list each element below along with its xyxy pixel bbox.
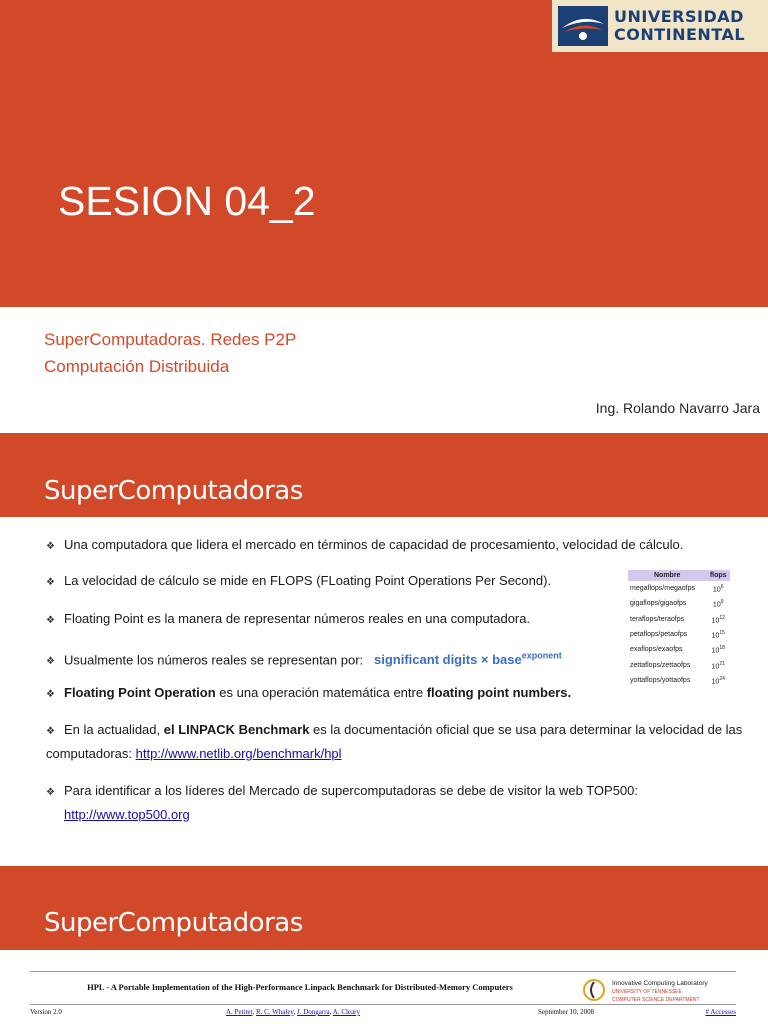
hpl-accesses-link[interactable]: # Accesses bbox=[705, 1008, 736, 1016]
hpl-divider-bottom bbox=[30, 1004, 736, 1005]
bullet-5-bold-b: floating point numbers. bbox=[426, 685, 572, 700]
table-row bbox=[628, 658, 730, 673]
flops-unit-name: megaflops/megaofps bbox=[630, 585, 695, 593]
float-formula-main: significant digits × base bbox=[374, 652, 522, 668]
flops-table-header-flops: flops bbox=[706, 570, 730, 581]
bullet-6-text-b: es la documentación oficial que se usa para determinar la velocidad de las computadoras: bbox=[46, 722, 743, 761]
bullet-4-text: Usualmente los números reales se representan por: bbox=[64, 652, 364, 668]
flops-unit-power: $10^{12}$ bbox=[711, 614, 725, 624]
flops-unit-name: petaflops/petaofps bbox=[630, 631, 688, 639]
flops-table bbox=[628, 570, 730, 688]
diamond-bullet-icon: ❖ bbox=[46, 726, 55, 737]
hpl-divider-top bbox=[30, 971, 736, 972]
bullet-1-text: Una computadora que lidera el mercado en términos de capacidad de procesamiento, velocidad de cálculo. bbox=[64, 537, 684, 552]
float-formula bbox=[367, 652, 562, 667]
diamond-bullet-icon: ❖ bbox=[46, 656, 55, 668]
table-row bbox=[628, 627, 730, 642]
diamond-bullet-icon: ❖ bbox=[46, 689, 55, 700]
icl-lab-title: Innovative Computing Laboratory bbox=[612, 980, 708, 987]
flops-unit-name: teraflops/teraofps bbox=[630, 615, 685, 623]
flops-table-header-row bbox=[628, 570, 730, 581]
flops-unit-name: yottaflops/yottaofps bbox=[630, 677, 691, 685]
author-name: Ing. Rolando Navarro Jara bbox=[595, 400, 760, 416]
netlib-hpl-link[interactable]: http://www.netlib.org/benchmark/hpl bbox=[135, 746, 342, 761]
university-name bbox=[614, 8, 745, 44]
diamond-bullet-icon: ❖ bbox=[46, 787, 55, 798]
bullet-3-text: Floating Point es la manera de representar números reales en una computadora. bbox=[64, 611, 531, 626]
author-link[interactable]: A. Petitet bbox=[226, 1008, 253, 1016]
bullet-5-text: es una operación matemática entre bbox=[215, 685, 427, 700]
icl-lab-department: COMPUTER SCIENCE DEPARTMENT bbox=[612, 997, 700, 1003]
flops-unit-power: $10^{21}$ bbox=[711, 660, 725, 670]
bullet-6 bbox=[46, 719, 746, 765]
bullet-3 bbox=[46, 608, 606, 632]
bullet-6-text-a: En la actualidad, bbox=[64, 722, 164, 737]
flops-unit-power: $10^6$ bbox=[712, 584, 724, 594]
bullet-6-bold: el LINPACK Benchmark bbox=[163, 722, 310, 737]
session-title: SESION 04_2 bbox=[58, 178, 316, 224]
diamond-bullet-icon: ❖ bbox=[46, 615, 55, 626]
bullet-5-bold-a: Floating Point Operation bbox=[64, 685, 216, 700]
slide2-title: SuperComputadoras bbox=[44, 476, 303, 506]
bullet-7-text: Para identificar a los líderes del Mercado de supercomputadoras se debe de visitor la web TOP500: bbox=[64, 783, 639, 798]
slide3-title: SuperComputadoras bbox=[44, 908, 303, 938]
bullet-4 bbox=[46, 645, 606, 673]
table-row bbox=[628, 673, 730, 688]
hpl-version: Version 2.0 bbox=[30, 1008, 62, 1016]
flops-unit-power: $10^{15}$ bbox=[711, 629, 725, 640]
icl-logo-icon bbox=[582, 978, 606, 1002]
flops-unit-name: zettaflops/zettaofps bbox=[630, 661, 691, 669]
table-row bbox=[628, 612, 730, 627]
diamond-bullet-icon: ❖ bbox=[46, 541, 55, 552]
bullet-2-text: La velocidad de cálculo se mide en FLOPS (FLoating Point Operations Per Second). bbox=[64, 573, 552, 588]
author-link[interactable]: R. C. Whaley bbox=[255, 1008, 294, 1016]
table-row bbox=[628, 581, 730, 596]
flops-unit-name: gigaflops/gigaofps bbox=[630, 600, 687, 608]
table-row bbox=[628, 596, 730, 611]
bullet-7 bbox=[46, 780, 746, 826]
float-formula-exponent: exponent bbox=[521, 651, 562, 661]
university-name-line2: CONTINENTAL bbox=[614, 25, 746, 44]
icl-lab-university: UNIVERSITY OF TENNESSEE bbox=[612, 989, 682, 995]
flops-unit-power: $10^{18}$ bbox=[711, 645, 725, 655]
top500-link[interactable]: http://www.top500.org bbox=[64, 807, 190, 822]
author-link[interactable]: A. Cleary bbox=[332, 1008, 360, 1016]
subtitle-line-1: SuperComputadoras. Redes P2P bbox=[44, 330, 297, 349]
subtitle-line-2: Computación Distribuida bbox=[44, 357, 230, 376]
flops-table-header-name: Nombre bbox=[628, 570, 706, 581]
flops-unit-power: $10^{24}$ bbox=[711, 675, 725, 686]
diamond-bullet-icon: ❖ bbox=[46, 577, 55, 588]
flops-unit-power: $10^9$ bbox=[712, 599, 724, 609]
bullet-1 bbox=[46, 534, 746, 558]
hpl-heading: HPL - A Portable Implementation of the High-Performance Linpack Benchmark for Distributed-Memory Computers bbox=[87, 982, 513, 992]
table-row bbox=[628, 642, 730, 657]
university-name-line1: UNIVERSIDAD bbox=[614, 7, 744, 26]
university-emblem-icon bbox=[558, 6, 608, 46]
icl-lab-name bbox=[612, 980, 708, 1004]
flops-unit-name: exaflops/exaofps bbox=[630, 646, 683, 654]
hpl-date: September 10, 2008 bbox=[538, 1008, 595, 1016]
hpl-authors: A. Petitet, R. C. Whaley, J. Dongarra, A. Cleary bbox=[226, 1008, 360, 1016]
university-logo bbox=[552, 0, 768, 52]
author-link[interactable]: J. Dongarra bbox=[296, 1008, 330, 1016]
bullet-2 bbox=[46, 570, 606, 594]
